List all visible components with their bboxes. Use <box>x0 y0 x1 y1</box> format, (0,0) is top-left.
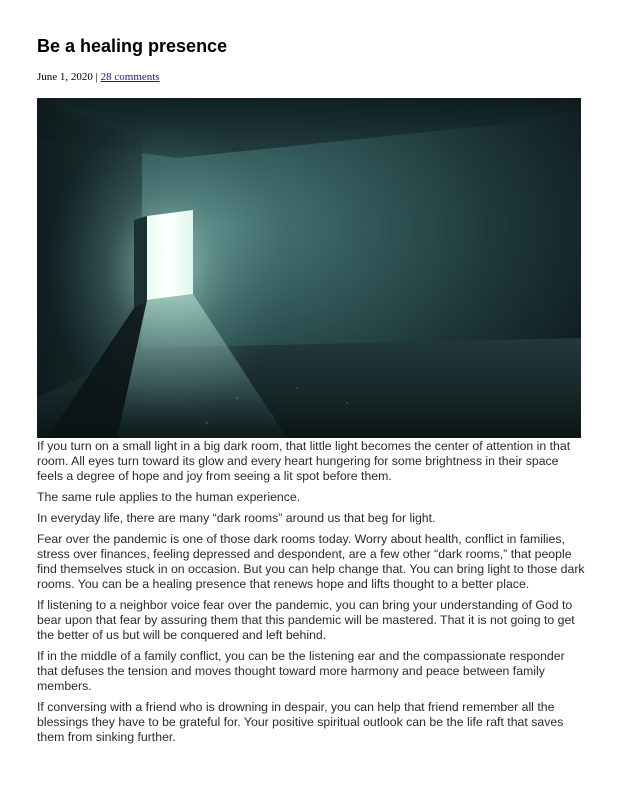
paragraph: If conversing with a friend who is drowning in despair, you can help that friend remember all the blessings they have to be grateful for. Your positive spiritual outlook can be the life raft that saves them from sinking further. <box>37 700 564 744</box>
article-body <box>37 439 585 751</box>
paragraph: If listening to a neighbor voice fear over the pandemic, you can bring your understanding of God to bear upon that fear by assuring them that this pandemic will be mastered. That it is not going to get the better of us but will be conquered and left behind. <box>37 598 575 642</box>
paragraph: If in the middle of a family conflict, you can be the listening ear and the compassionate responder that defuses the tension and moves thought toward more harmony and peace between family members. <box>37 649 565 693</box>
paragraph: The same rule applies to the human experience. <box>37 490 301 504</box>
meta-separator: | <box>92 71 101 83</box>
paragraph: Fear over the pandemic is one of those dark rooms today. Worry about health, conflict in families, stress over finances, feeling depressed and despondent, are a few other “dark rooms,” that people find themselves stuck in on occasion. But you can help change that. You can bring light to those dark rooms. You can be a healing presence that renews hope and lifts thought to a better place. <box>37 532 585 591</box>
dark-room-with-open-lit-door-image <box>37 98 581 438</box>
paragraph: In everyday life, there are many “dark rooms” around us that beg for light. <box>37 511 436 525</box>
paragraph: If you turn on a small light in a big dark room, that little light becomes the center of attention in that room. All eyes turn toward its glow and every heart hungering for some brightness in their space feels a degree of hope and joy from seeing a lit spot before them. <box>37 439 571 483</box>
publish-date: June 1, 2020 <box>37 71 93 83</box>
article-meta <box>37 71 160 83</box>
comments-link[interactable]: 28 comments <box>100 71 160 83</box>
article-title: Be a healing presence <box>37 36 228 56</box>
